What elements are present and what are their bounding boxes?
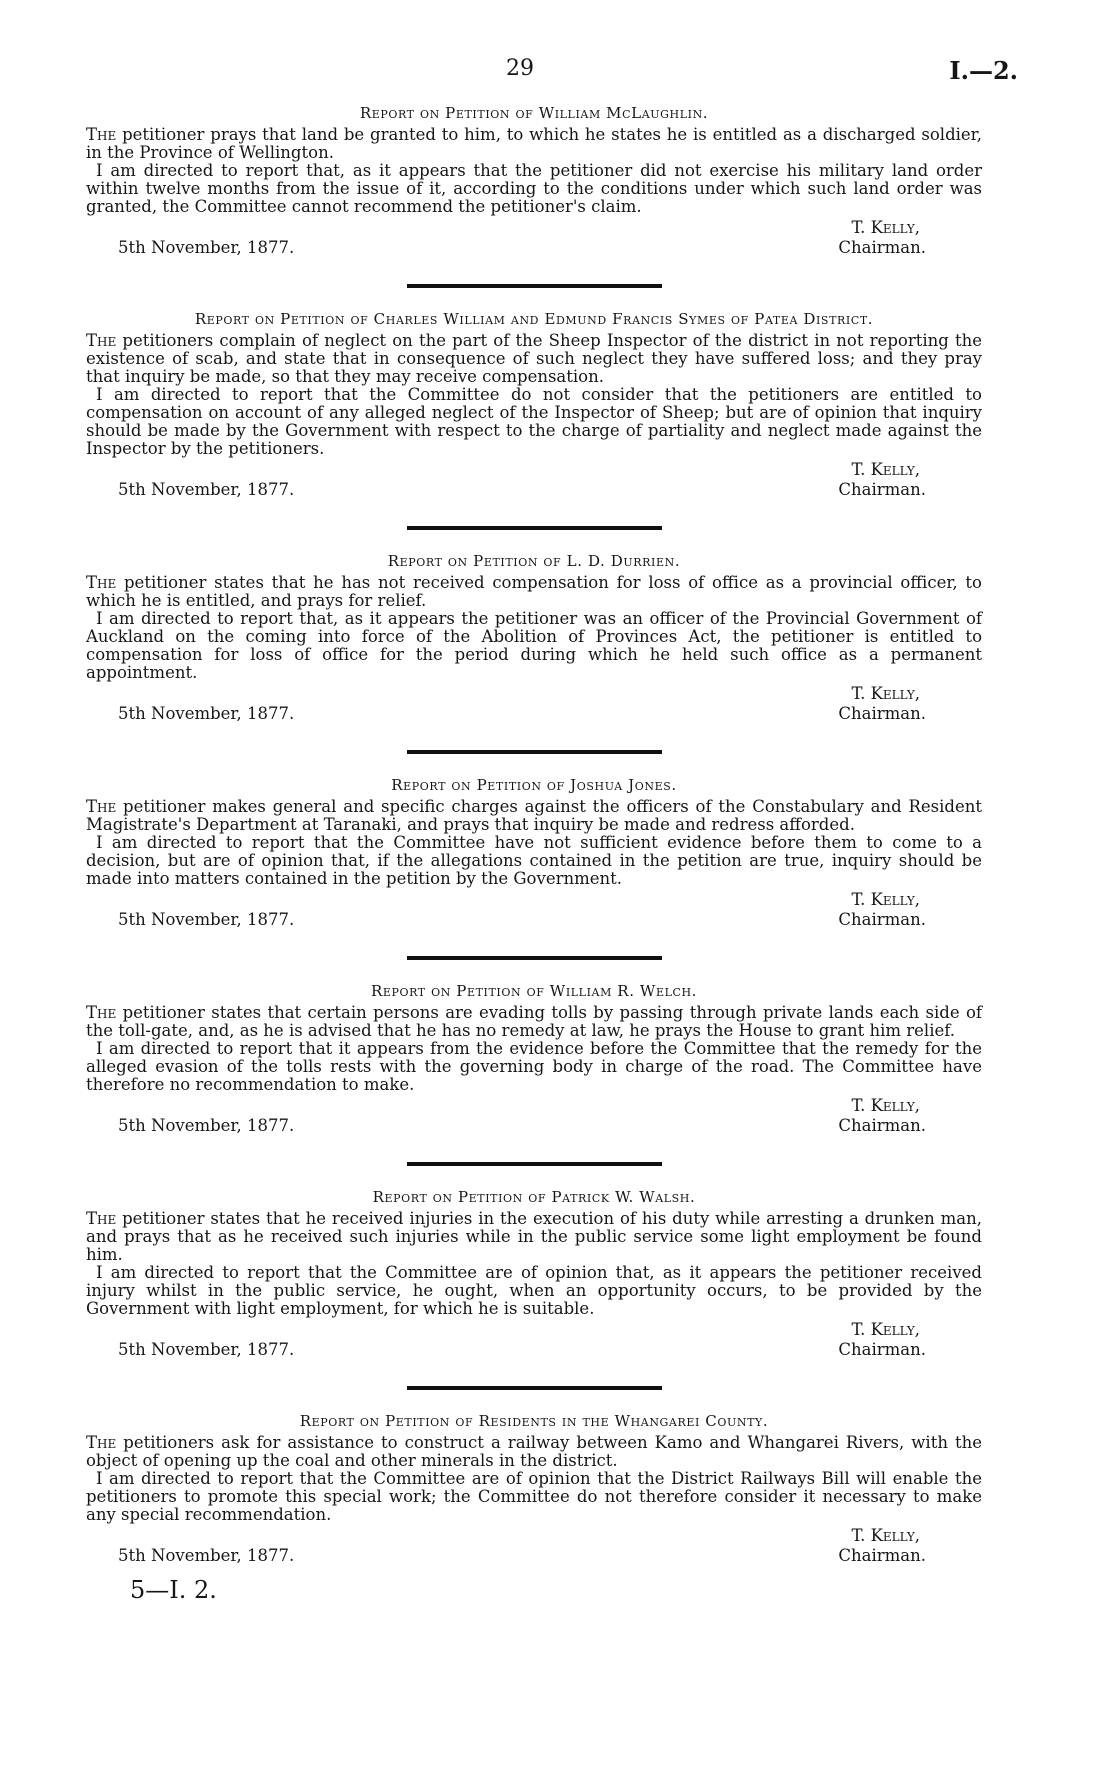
report [86, 982, 982, 1142]
petition-summary [86, 798, 982, 834]
paragraph-lead: The [86, 1433, 117, 1452]
report-title: Report on Petition of Residents in the Whangarei County. [299, 1412, 769, 1430]
report-date: 5th November, 1877. [118, 1340, 295, 1359]
signer-name: T. Kelly, [851, 890, 920, 909]
petition-summary [86, 1210, 982, 1264]
section-divider [407, 750, 662, 754]
section-divider [407, 1386, 662, 1390]
page-number: 29 [506, 56, 534, 81]
signer-role: Chairman. [838, 1340, 926, 1359]
signature-block [86, 1526, 982, 1572]
document-body [86, 104, 982, 1604]
committee-finding: I am directed to report that, as it appears the petitioner was an officer of the Provincial Government of Auckland on the coming into force of the Abolition of Provinces Act, the petitioner is entitled to compensation for loss of office for the period during which he held such office as a permanent appointment. [86, 609, 982, 682]
report-title: Report on Petition of L. D. Durrien. [387, 552, 681, 570]
report-date: 5th November, 1877. [118, 910, 295, 929]
paragraph-text: petitioner states that certain persons are evading tolls by passing through private lands each side of the toll-gate, and, as he is advised that he has no remedy at law, he prays the House to grant him relief. [86, 1003, 982, 1040]
paragraph-lead: The [86, 125, 117, 144]
section-divider [407, 956, 662, 960]
report-date: 5th November, 1877. [118, 704, 295, 723]
section-divider [407, 1162, 662, 1166]
petition-summary [86, 1004, 982, 1040]
signature-block [86, 1320, 982, 1366]
report [86, 104, 982, 264]
committee-finding: I am directed to report that the Committee have not sufficient evidence before them to come to a decision, but are of opinion that, if the allegations contained in the petition are true, inquiry should be made into matters contained in the petition by the Government. [86, 833, 982, 888]
signer-name: T. Kelly, [851, 1320, 920, 1339]
signer-name: T. Kelly, [851, 460, 920, 479]
report [86, 776, 982, 936]
paragraph-text: petitioner states that he received injuries in the execution of his duty while arresting a drunken man, and prays that as he received such injuries while in the public service some light employment be found him. [86, 1209, 982, 1264]
report-date: 5th November, 1877. [118, 1116, 295, 1135]
report-date: 5th November, 1877. [118, 480, 295, 499]
signer-role: Chairman. [838, 704, 926, 723]
paragraph-text: petitioners ask for assistance to construct a railway between Kamo and Whangarei Rivers, with the object of opening up the coal and other minerals in the district. [86, 1433, 982, 1470]
paragraph-lead: The [86, 1209, 117, 1228]
committee-finding: I am directed to report that the Committee do not consider that the petitioners are entitled to compensation on account of any alleged neglect of the Inspector of Sheep; but are of opinion that inquiry should be made by the Government with respect to the charge of partiality and neglect made against the Inspector by the petitioners. [86, 385, 982, 458]
sheet-signature: 5—I. 2. [130, 1576, 217, 1604]
report-title: Report on Petition of William R. Welch. [370, 982, 698, 1000]
report-date: 5th November, 1877. [118, 238, 295, 257]
report [86, 552, 982, 730]
report [86, 310, 982, 506]
signer-name: T. Kelly, [851, 218, 920, 237]
signature-block [86, 684, 982, 730]
report-date: 5th November, 1877. [118, 1546, 295, 1565]
committee-finding: I am directed to report that, as it appears that the petitioner did not exercise his military land order within twelve months from the issue of it, according to the conditions under which such land order was granted, the Committee cannot recommend the petitioner's claim. [86, 161, 982, 216]
paragraph-text: petitioner makes general and specific charges against the officers of the Constabulary and Resident Magistrate's Department at Taranaki, and prays that inquiry be made and redress afforded. [86, 797, 982, 834]
report-title: Report on Petition of Patrick W. Walsh. [372, 1188, 696, 1206]
section-divider [407, 526, 662, 530]
petition-summary [86, 332, 982, 386]
signature-block [86, 218, 982, 264]
petition-summary [86, 574, 982, 610]
signer-name: T. Kelly, [851, 1526, 920, 1545]
report [86, 1412, 982, 1572]
report-title: Report on Petition of Charles William and Edmund Francis Symes of Patea District. [194, 310, 874, 328]
committee-finding: I am directed to report that the Committee are of opinion that, as it appears the petitioner received injury whilst in the public service, he ought, when an opportunity occurs, to be provided by the Government with light employment, for which he is suitable. [86, 1263, 982, 1318]
signature-block [86, 1096, 982, 1142]
report-title: Report on Petition of Joshua Jones. [391, 776, 677, 794]
section-divider [407, 284, 662, 288]
paragraph-lead: The [86, 573, 117, 592]
signer-role: Chairman. [838, 1116, 926, 1135]
petition-summary [86, 1434, 982, 1470]
report [86, 1188, 982, 1366]
page-header [0, 56, 1114, 96]
report-title: Report on Petition of William McLaughlin. [359, 104, 709, 122]
signer-name: T. Kelly, [851, 1096, 920, 1115]
paragraph-text: petitioner states that he has not received compensation for loss of office as a provincial officer, to which he is entitled, and prays for relief. [86, 573, 982, 610]
committee-finding: I am directed to report that it appears from the evidence before the Committee that the remedy for the alleged evasion of the tolls rests with the governing body in charge of the road. The Committee have therefore no recommendation to make. [86, 1039, 982, 1094]
signer-role: Chairman. [838, 1546, 926, 1565]
paragraph-text: petitioners complain of neglect on the part of the Sheep Inspector of the district in not reporting the existence of scab, and state that in consequence of such neglect they have suffered loss; and they pray that inquiry be made, so that they may receive compensation. [86, 331, 982, 386]
signature-block [86, 890, 982, 936]
paragraph-text: petitioner prays that land be granted to him, to which he states he is entitled as a discharged soldier, in the Province of Wellington. [86, 125, 982, 162]
signer-role: Chairman. [838, 910, 926, 929]
page-reference: I.—2. [949, 56, 1018, 85]
paragraph-lead: The [86, 1003, 117, 1022]
signer-name: T. Kelly, [851, 684, 920, 703]
signer-role: Chairman. [838, 480, 926, 499]
paragraph-lead: The [86, 797, 117, 816]
signer-role: Chairman. [838, 238, 926, 257]
petition-summary [86, 126, 982, 162]
committee-finding: I am directed to report that the Committee are of opinion that the District Railways Bill will enable the petitioners to promote this special work; the Committee do not therefore consider it necessary to make any special recommendation. [86, 1469, 982, 1524]
signature-block [86, 460, 982, 506]
paragraph-lead: The [86, 331, 117, 350]
